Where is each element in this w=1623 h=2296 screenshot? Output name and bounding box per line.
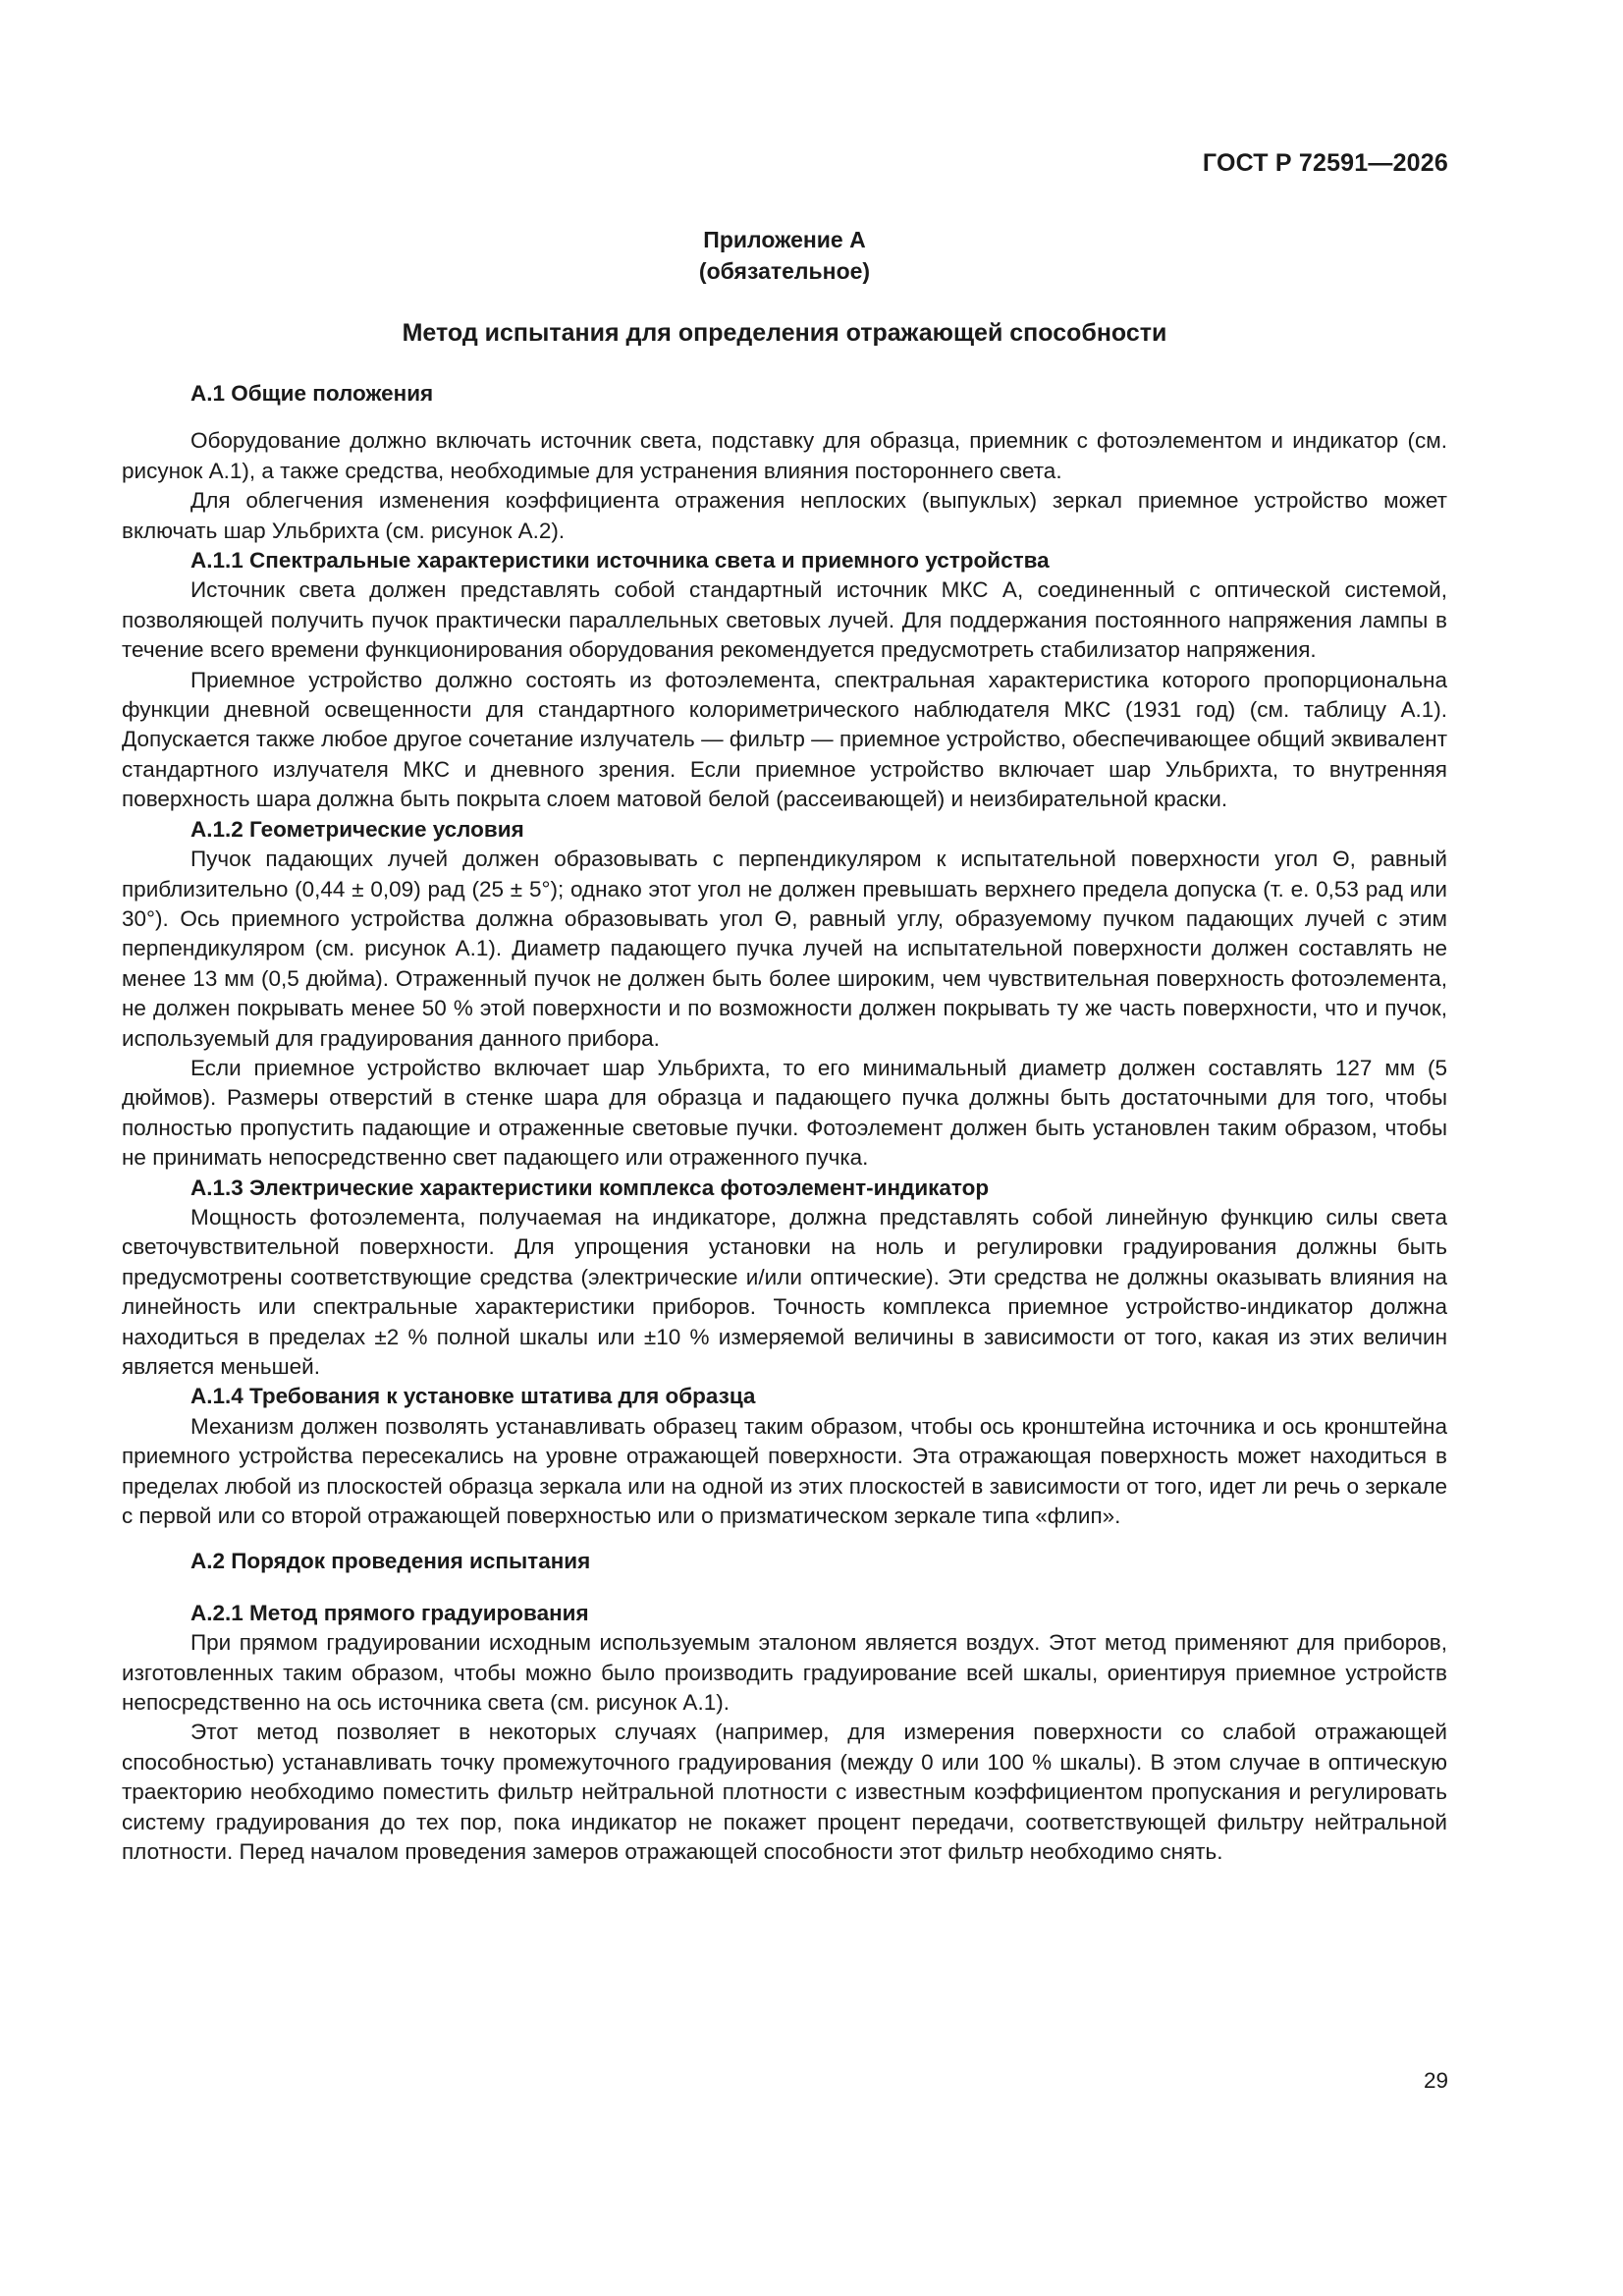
- section-a14-paragraph-1: Механизм должен позволять устанавливать образец таким образом, чтобы ось кронштейна источника и ось кронштейна приемного устройства пересекались на уровне отражающей поверхности. Эта отражающая поверхность может находиться в пределах любой из плоскостей образца зеркала или на одной из этих плоскостей в зависимости от того, идет ли речь о зеркале с первой или со второй отражающей поверхностью или о призматическом зеркале типа «флип».: [122, 1413, 1447, 1529]
- section-a1-paragraph-1: Оборудование должно включать источник света, подставку для образца, приемник с фотоэлементом и индикатор (см. рисунок А.1), а также средства, необходимые для устранения влияния постороннего света.: [122, 428, 1447, 483]
- section-a12-paragraph-2: Если приемное устройство включает шар Ульбрихта, то его минимальный диаметр должен составлять 127 мм (5 дюймов). Размеры отверстий в стенке шара для образца и падающего пучка должны быть достаточными для того, чтобы полностью пропустить падающие и отраженные световые пучки. Фотоэлемент должен быть установлен таким образом, чтобы не принимать непосредственно свет падающего или отраженного пучка.: [122, 1055, 1447, 1171]
- section-a1-heading: А.1 Общие положения: [190, 381, 434, 406]
- appendix-title: Приложение А: [703, 227, 866, 252]
- section-a14-heading: А.1.4 Требования к установке штатива для образца: [190, 1384, 756, 1409]
- section-a1-paragraph-2: Для облегчения изменения коэффициента отражения неплоских (выпуклых) зеркал приемное устройство может включать шар Ульбрихта (см. рисунок А.2).: [122, 488, 1447, 543]
- section-a13-heading: А.1.3 Электрические характеристики комплекса фотоэлемент-индикатор: [190, 1175, 990, 1200]
- section-a21-paragraph-1: При прямом градуировании исходным используемым эталоном является воздух. Этот метод применяют для приборов, изготовленных таким образом, чтобы можно было производить градуирование всей шкалы, ориентируя приемное устройств непосредственно на ось источника света (см. рисунок А.1).: [122, 1630, 1447, 1716]
- section-a11-paragraph-1: Источник света должен представлять собой стандартный источник МКС А, соединенный с оптической системой, позволяющей получить пучок практически параллельных световых лучей. Для поддержания постоянного напряжения лампы в течение всего времени функционирования оборудования рекомендуется предусмотреть стабилизатор напряжения.: [122, 577, 1447, 663]
- section-a2-heading: А.2 Порядок проведения испытания: [190, 1549, 591, 1574]
- section-a13-paragraph-1: Мощность фотоэлемента, получаемая на индикаторе, должна представлять собой линейную функцию силы света светочувствительной поверхности. Для упрощения установки на ноль и регулировки градуирования должны быть предусмотрены соответствующие средства (электрические и/или оптические). Эти средства не должны оказывать влияния на линейность или спектральные характеристики приборов. Точность комплекса приемное устройство-индикатор должна находиться в пределах ±2 % полной шкалы или ±10 % измеряемой величины в зависимости от того, какая из этих величин является меньшей.: [122, 1204, 1447, 1379]
- section-a11-paragraph-2: Приемное устройство должно состоять из фотоэлемента, спектральная характеристика которого пропорциональна функции дневной освещенности для стандартного колориметрического наблюдателя МКС (1931 год) (см. таблицу А.1). Допускается также любое другое сочетание излучатель — фильтр — приемное устройство, обеспечивающее общий эквивалент стандартного излучателя МКС и дневного зрения. Если приемное устройство включает шар Ульбрихта, то внутренняя поверхность шара должна быть покрыта слоем матовой белой (рассеивающей) и неизбирательной краски.: [122, 667, 1447, 812]
- appendix-heading: Метод испытания для определения отражающей способности: [402, 319, 1167, 347]
- section-a21-paragraph-2: Этот метод позволяет в некоторых случаях (например, для измерения поверхности со слабой отражающей способностью) устанавливать точку промежуточного градуирования (между 0 или 100 % шкалы). В этом случае в оптическую траекторию необходимо поместить фильтр нейтральной плотности с известным коэффициентом пропускания и регулировать систему градуирования до тех пор, пока индикатор не покажет процент передачи, соответствующей фильтру нейтральной плотности. Перед началом проведения замеров отражающей способности этот фильтр необходимо снять.: [122, 1720, 1447, 1865]
- document-body: [122, 224, 1447, 1868]
- section-a21-heading: А.2.1 Метод прямого градуирования: [190, 1600, 589, 1625]
- section-a12-paragraph-1: Пучок падающих лучей должен образовывать с перпендикуляром к испытательной поверхности угол Θ, равный приблизительно (0,44 ± 0,09) рад (25 ± 5°); однако этот угол не должен превышать верхнего предела допуска (т. е. 0,53 рад или 30°). Ось приемного устройства должна образовывать угол Θ, равный углу, образуемому пучком падающих лучей с этим перпендикуляром (см. рисунок А.1). Диаметр падающего пучка лучей на испытательной поверхности должен составлять не менее 13 мм (0,5 дюйма). Отраженный пучок не должен быть более широким, чем чувствительная поверхность фотоэлемента, не должен покрывать менее 50 % этой поверхности и по возможности должен покрывать ту же часть поверхности, что и пучок, используемый для градуирования данного прибора.: [122, 847, 1447, 1051]
- section-a12-heading: А.1.2 Геометрические условия: [190, 816, 524, 842]
- appendix-status: (обязательное): [698, 258, 871, 284]
- section-a11-heading: А.1.1 Спектральные характеристики источника света и приемного устройства: [190, 548, 1050, 574]
- page-number: 29: [1423, 2068, 1448, 2093]
- document-code: ГОСТ Р 72591—2026: [1202, 149, 1448, 177]
